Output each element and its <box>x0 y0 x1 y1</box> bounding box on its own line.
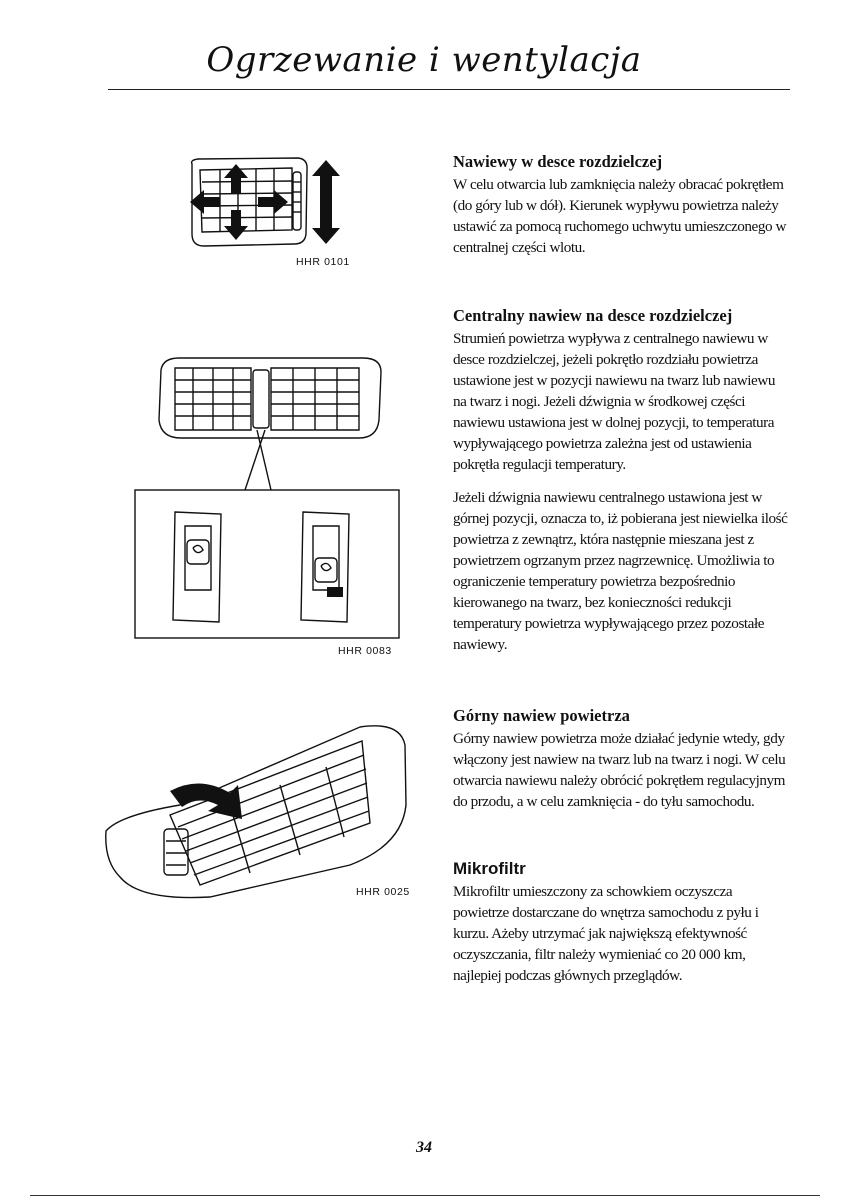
figure-label: HHR 0025 <box>356 886 410 898</box>
figure-label: HHR 0083 <box>338 645 392 657</box>
bottom-divider <box>30 1195 820 1196</box>
central-vent-lever-icon <box>133 350 401 642</box>
top-vent-icon <box>100 705 415 905</box>
page-title: Ogrzewanie i wentylacja <box>206 40 642 80</box>
section-paragraph: Górny nawiew powietrza może działać jedynie wtedy, gdy włączony jest nawiew na twarz lub na twarz i nogi. W celu otwarcia nawiewu należy obrócić pokrętłem regulacyjnym do przodu, a w celu zamknięcia - do tyłu samochodu. <box>453 730 786 810</box>
section-heading: Górny nawiew powietrza <box>453 706 630 725</box>
section-dashboard-vents <box>453 151 788 258</box>
figure-label: HHR 0101 <box>296 256 350 268</box>
dashboard-vent-rotation-icon <box>180 152 355 252</box>
section-heading: Centralny nawiew na desce rozdzielczej <box>453 306 733 325</box>
section-top-vent <box>453 705 788 812</box>
section-heading: Mikrofiltr <box>453 859 526 878</box>
section-paragraph: Jeżeli dźwignia nawiewu centralnego ustawiona jest w górnej pozycji, oznacza to, iż pobierana jest niewielka ilość powietrza z zewnątrz, która następnie mieszana jest z powietrzem ogrzanym przez nagrzewnicę. Umożliwia to ograniczenie temperatury powietrza bezpośrednio kierowanego na twarz, bez konieczności redukcji temperatury powietrza wypływającego przez pozostałe nawiewy. <box>453 489 788 653</box>
section-central-vent <box>453 305 788 655</box>
section-paragraph: Mikrofiltr umieszczony za schowkiem oczyszcza powietrze dostarczane do wnętrza samochodu z pyłu i kurzu. Ażeby utrzymać jak największą efektywność oczyszczania, filtr należy wymieniać co 20 000 km, najlepiej podczas głównych przeglądów. <box>453 883 759 984</box>
section-paragraph: W celu otwarcia lub zamknięcia należy obracać pokrętłem (do góry lub w dół). Kierunek wypływu powietrza należy ustawić za pomocą ruchomego uchwytu umieszczonego w centralnej części wlotu. <box>453 176 786 256</box>
section-microfilter <box>453 858 788 986</box>
section-paragraph: Strumień powietrza wypływa z centralnego nawiewu w desce rozdzielczej, jeżeli pokrętło rozdziału powietrza ustawione jest w pozycji nawiewu na twarz lub nawiewu na twarz i nogi. Jeżeli dźwignia w środkowej części nawiewu ustawiona jest w dolnej pozycji, to temperatura wypływającego powietrza zależna jest od ustawienia pokrętła regulacji temperatury. <box>453 330 775 473</box>
page-number: 34 <box>416 1139 432 1156</box>
section-heading: Nawiewy w desce rozdzielczej <box>453 152 663 171</box>
title-divider <box>108 89 790 90</box>
